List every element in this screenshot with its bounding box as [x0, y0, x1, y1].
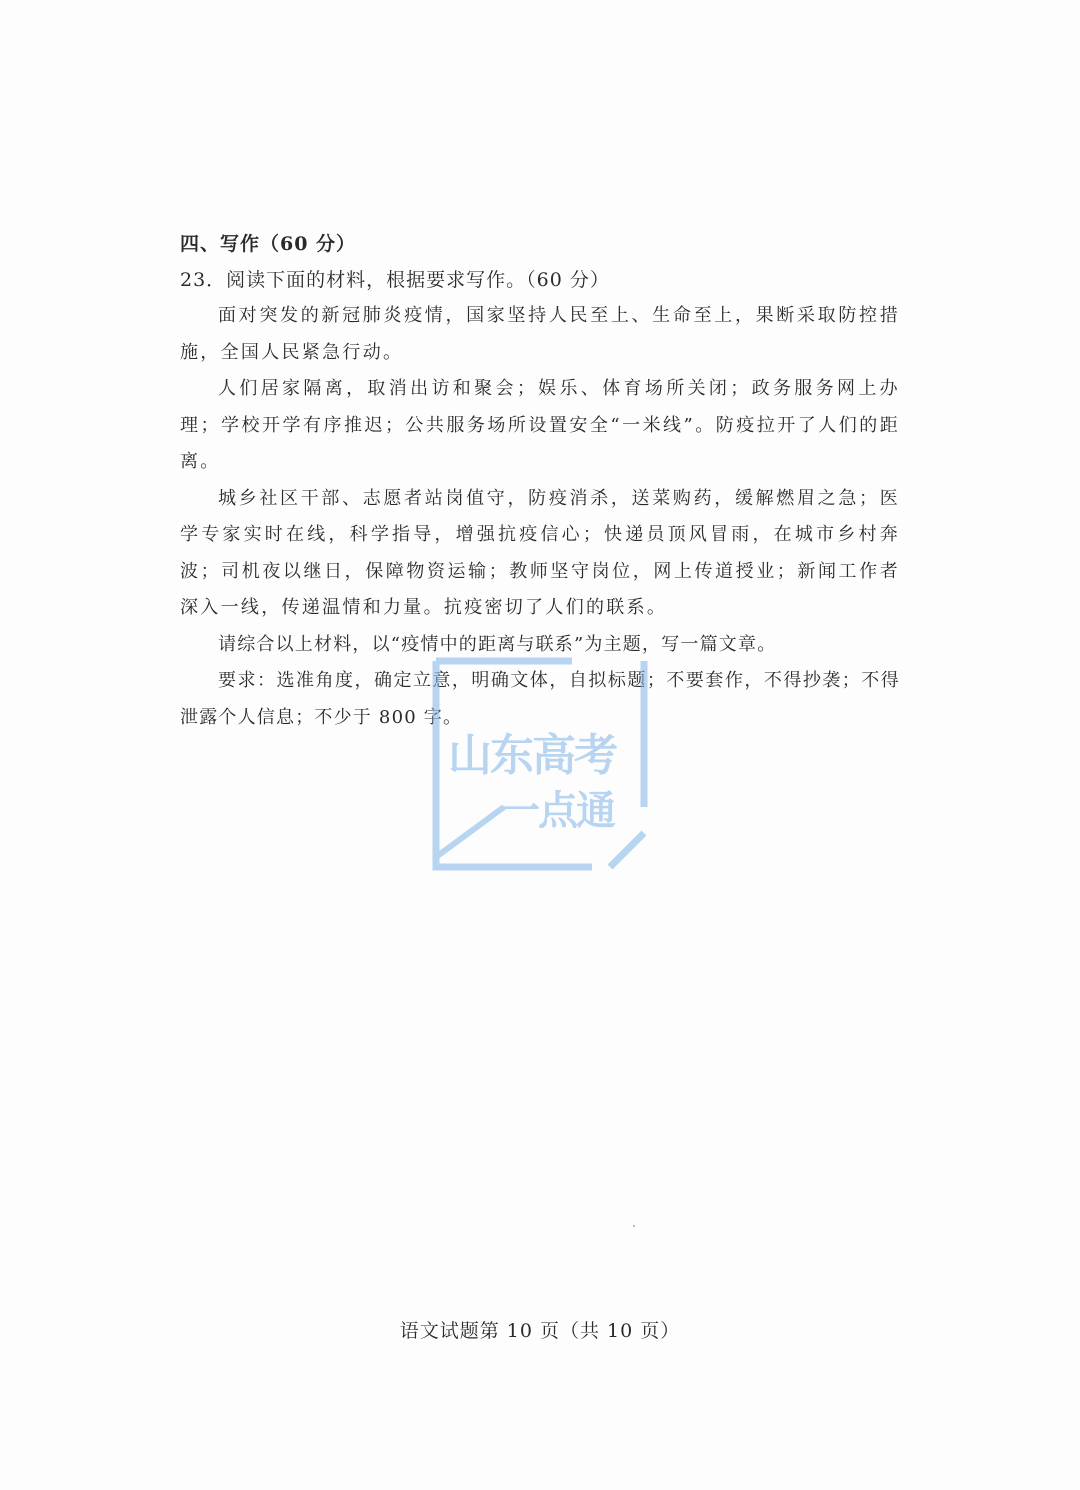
material-paragraph-3: 城乡社区干部、志愿者站岗值守，防疫消杀，送菜购药，缓解燃眉之急；医学专家实时在线，科学指导，增强抗疫信心；快递员顶风冒雨，在城市乡村奔波；司机夜以继日，保障物资运输；教师坚守岗位，网上传道授业；新闻工作者深入一线，传递温情和力量。抗疫密切了人们的联系。: [180, 487, 900, 618]
material-paragraph-1: 面对突发的新冠肺炎疫情，国家坚持人民至上、生命至上，果断采取防控措施，全国人民紧急行动。: [180, 305, 900, 363]
watermark-text-line1: 山东高考: [448, 730, 616, 781]
material-paragraph-2: 人们居家隔离，取消出访和聚会；娱乐、体育场所关闭；政务服务网上办理；学校开学有序推迟；公共服务场所设置安全“一米线”。防疫拉开了人们的距离。: [180, 378, 900, 472]
section-title: 四、写作（60 分）: [180, 233, 357, 255]
scan-speck: [633, 1225, 635, 1227]
task-requirements: 要求：选准角度，确定立意，明确文体，自拟标题；不要套作，不得抄袭；不得泄露个人信息；不少于 800 字。: [180, 670, 900, 728]
task-instruction: 请综合以上材料，以“疫情中的距离与联系”为主题，写一篇文章。: [218, 633, 777, 655]
watermark-logo: [432, 657, 648, 871]
question-heading: 23．阅读下面的材料，根据要求写作。（60 分）: [180, 269, 610, 291]
page-footer: 语文试题第 10 页（共 10 页）: [399, 1320, 681, 1342]
watermark-text-line2: 一点通: [500, 788, 614, 834]
